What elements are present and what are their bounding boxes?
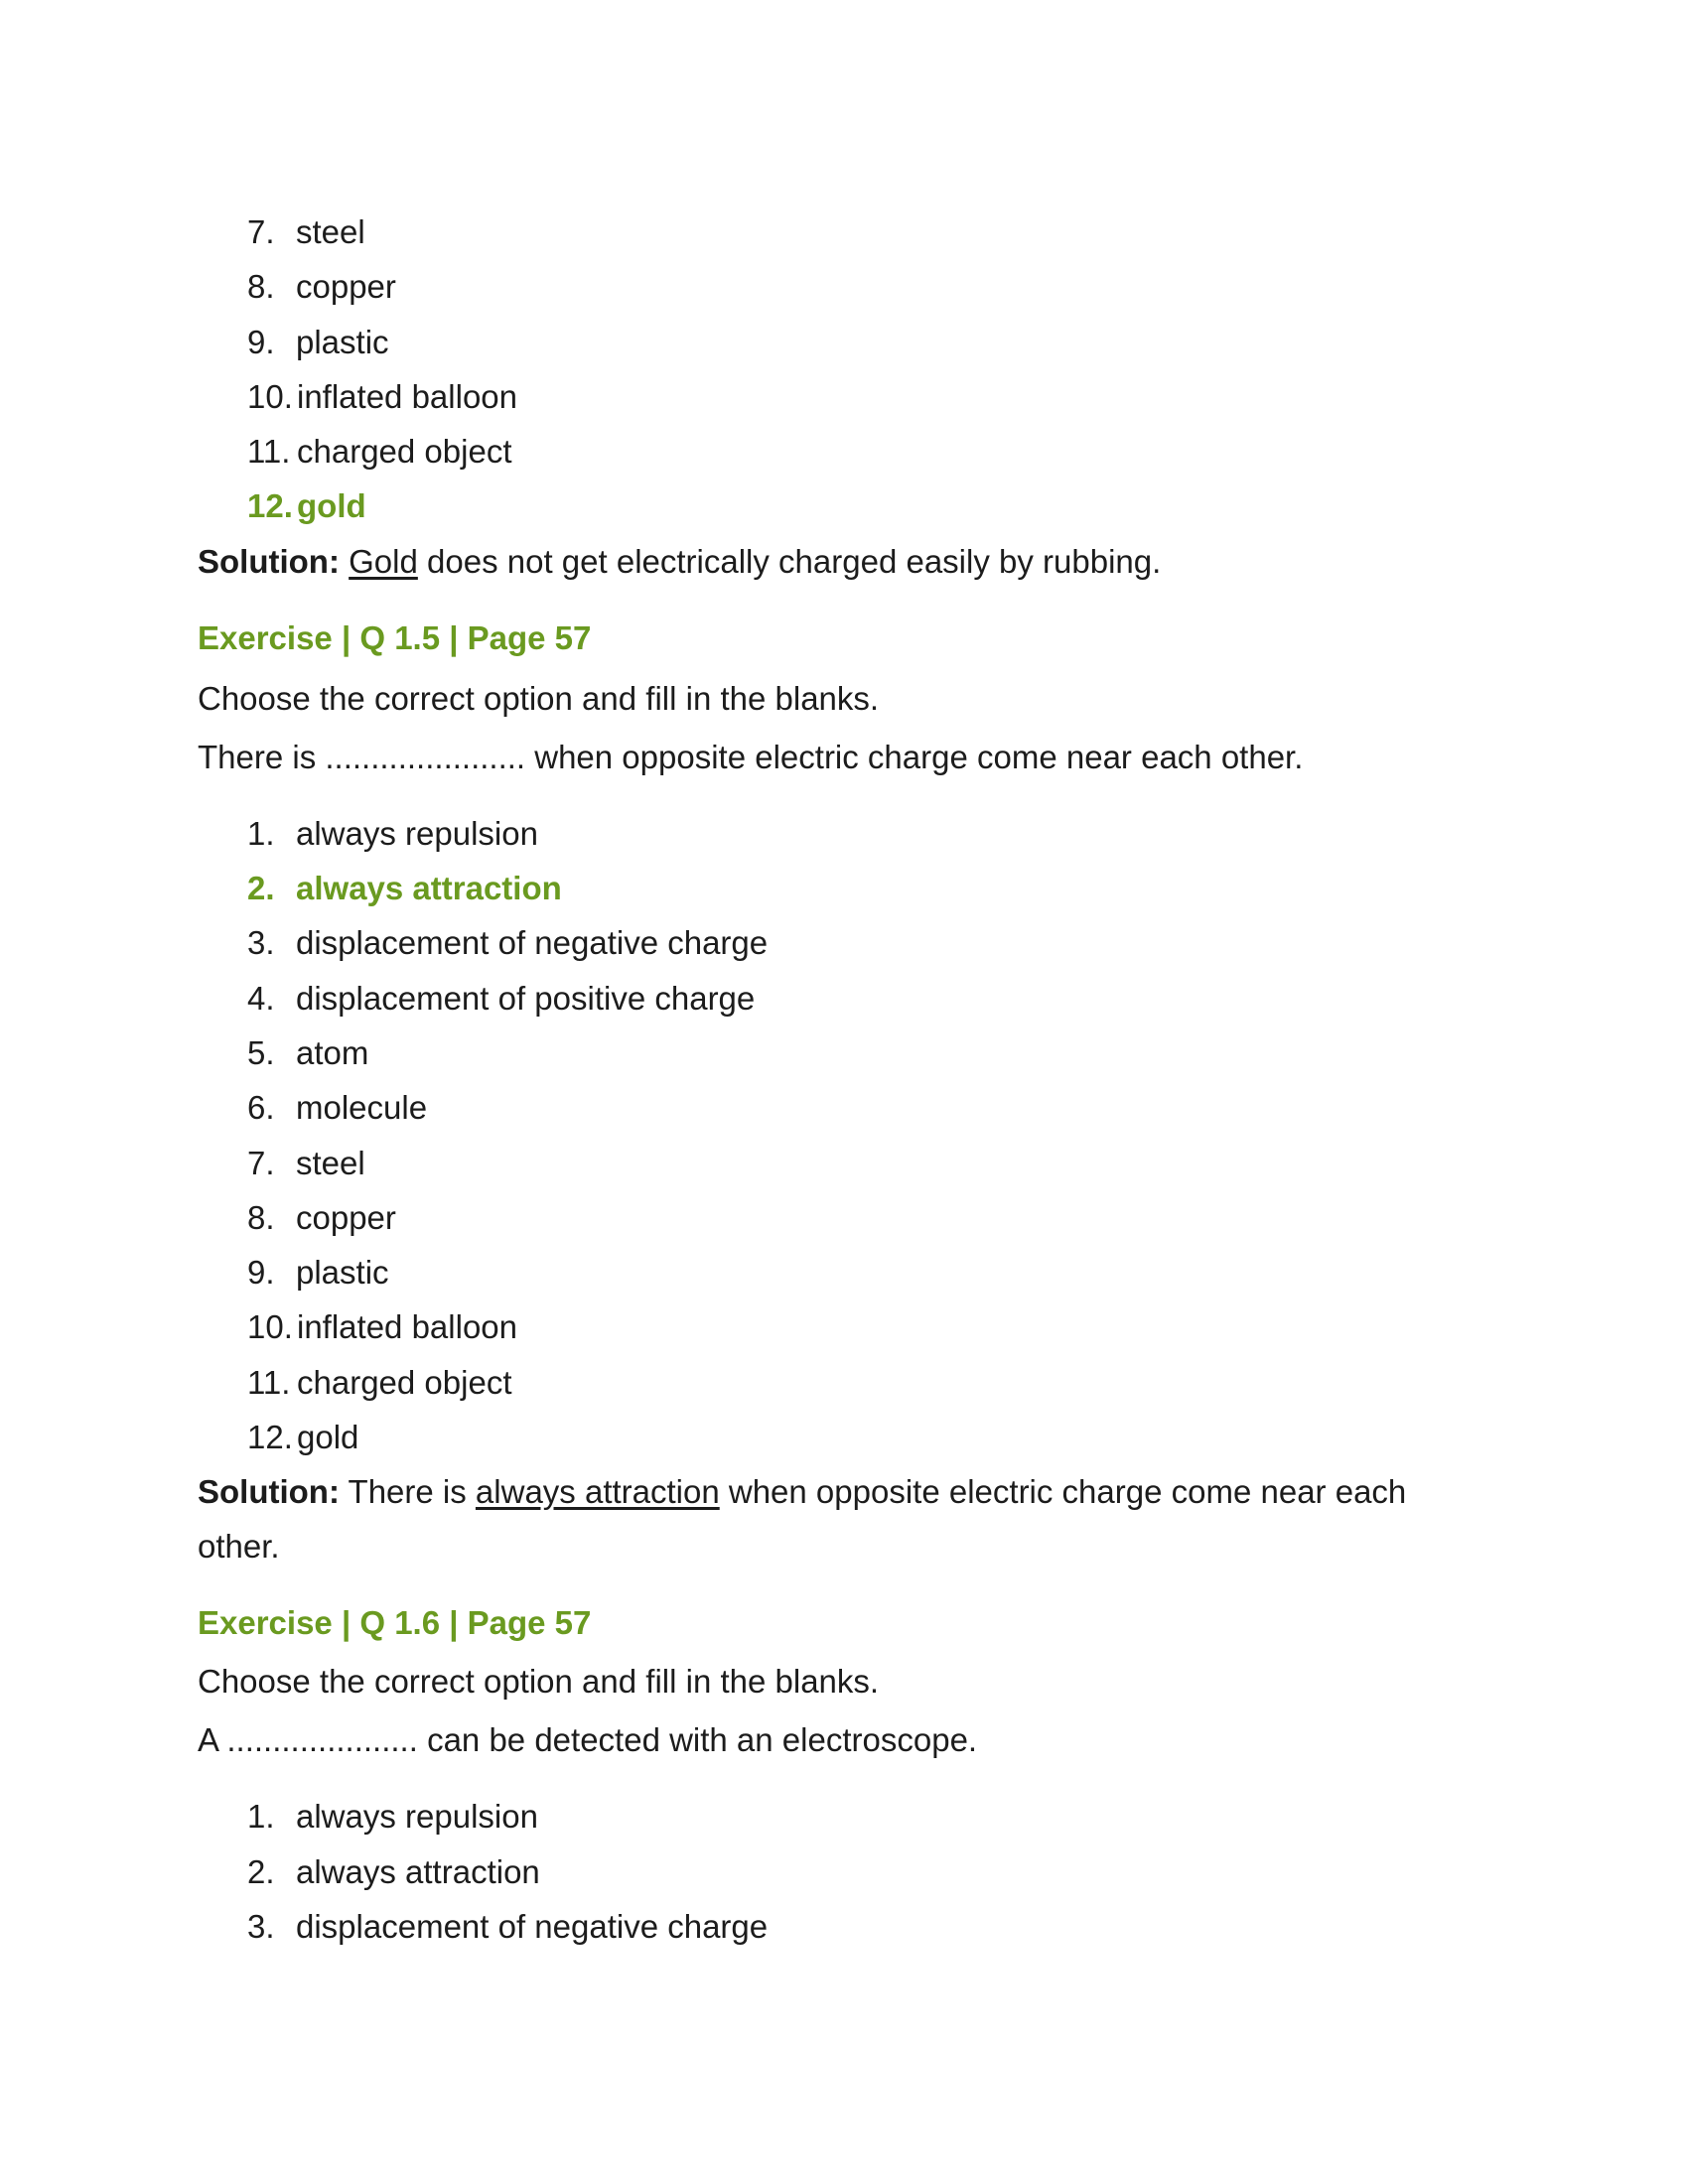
solution-text: There is bbox=[339, 1473, 476, 1511]
option-number: 3. bbox=[247, 1907, 275, 1945]
option-number: 12. bbox=[247, 487, 293, 525]
option-text: charged object bbox=[297, 1363, 512, 1401]
solution-answer: always attraction bbox=[475, 1473, 720, 1511]
option-item bbox=[198, 369, 1488, 424]
exercise-heading: Exercise | Q 1.5 | Page 57 bbox=[198, 618, 592, 656]
option-number: 10. bbox=[247, 377, 293, 415]
option-item bbox=[198, 806, 1488, 861]
option-text: gold bbox=[297, 1419, 359, 1456]
option-text: copper bbox=[296, 268, 396, 306]
option-number: 1. bbox=[247, 814, 275, 852]
solution-text: when opposite electric charge come near each bbox=[719, 1473, 1407, 1511]
option-number: 7. bbox=[247, 1144, 275, 1181]
option-text: gold bbox=[297, 487, 366, 525]
option-list bbox=[198, 1789, 1488, 1954]
option-number: 9. bbox=[247, 323, 275, 360]
option-number: 6. bbox=[247, 1089, 275, 1127]
option-item bbox=[198, 1410, 1488, 1464]
option-number: 11. bbox=[247, 433, 291, 471]
option-item bbox=[198, 424, 1488, 478]
option-text: steel bbox=[296, 1144, 365, 1181]
option-text: inflated balloon bbox=[297, 377, 518, 415]
option-text: atom bbox=[296, 1033, 369, 1071]
option-item bbox=[198, 1136, 1488, 1190]
option-number: 1. bbox=[247, 1798, 275, 1836]
option-item bbox=[198, 259, 1488, 314]
question-text: A ..................... can be detected with an electroscope. bbox=[198, 1721, 978, 1759]
option-number: 10. bbox=[247, 1308, 293, 1346]
option-text: always attraction bbox=[296, 870, 562, 907]
option-text: charged object bbox=[297, 433, 512, 471]
option-number: 12. bbox=[247, 1419, 293, 1456]
option-number: 8. bbox=[247, 268, 275, 306]
solution-label: Solution: bbox=[198, 1473, 340, 1511]
option-text: displacement of negative charge bbox=[296, 1907, 769, 1945]
page-content bbox=[198, 205, 1488, 1954]
option-number: 3. bbox=[247, 924, 275, 962]
option-text: plastic bbox=[296, 1254, 389, 1292]
correct-option-item bbox=[198, 861, 1488, 915]
option-item bbox=[198, 1025, 1488, 1080]
option-number: 9. bbox=[247, 1254, 275, 1292]
option-text: copper bbox=[296, 1198, 396, 1236]
option-item bbox=[198, 1190, 1488, 1245]
option-item bbox=[198, 915, 1488, 970]
solution-line bbox=[198, 534, 1488, 589]
option-number: 11. bbox=[247, 1363, 291, 1401]
option-text: inflated balloon bbox=[297, 1308, 518, 1346]
option-number: 2. bbox=[247, 870, 275, 907]
option-text: always repulsion bbox=[296, 814, 538, 852]
question-instruction: Choose the correct option and fill in the blanks. bbox=[198, 679, 880, 717]
option-text: plastic bbox=[296, 323, 389, 360]
option-number: 5. bbox=[247, 1033, 275, 1071]
exercise-heading: Exercise | Q 1.6 | Page 57 bbox=[198, 1604, 592, 1642]
option-item bbox=[198, 1080, 1488, 1135]
solution-answer: Gold bbox=[349, 542, 418, 580]
question-text: There is ...................... when opposite electric charge come near each other. bbox=[198, 738, 1304, 775]
question-instruction: Choose the correct option and fill in the blanks. bbox=[198, 1663, 880, 1701]
option-item bbox=[198, 1245, 1488, 1299]
option-text: always repulsion bbox=[296, 1798, 538, 1836]
option-item bbox=[198, 1899, 1488, 1954]
option-item bbox=[198, 1355, 1488, 1410]
option-item bbox=[198, 315, 1488, 369]
option-text: molecule bbox=[296, 1089, 428, 1127]
option-number: 4. bbox=[247, 979, 275, 1017]
solution-line-continued: other. bbox=[198, 1528, 280, 1566]
correct-option-item bbox=[198, 478, 1488, 533]
option-item bbox=[198, 1789, 1488, 1843]
option-number: 7. bbox=[247, 213, 275, 250]
option-list bbox=[198, 806, 1488, 1465]
option-item bbox=[198, 1844, 1488, 1899]
solution-label: Solution: bbox=[198, 542, 340, 580]
option-item bbox=[198, 205, 1488, 259]
option-text: steel bbox=[296, 213, 365, 250]
option-number: 2. bbox=[247, 1852, 275, 1890]
option-list bbox=[198, 205, 1488, 534]
solution-text: does not get electrically charged easily by rubbing. bbox=[417, 542, 1162, 580]
option-item bbox=[198, 1299, 1488, 1354]
option-number: 8. bbox=[247, 1198, 275, 1236]
option-text: always attraction bbox=[296, 1852, 540, 1890]
solution-line bbox=[198, 1464, 1488, 1519]
option-text: displacement of positive charge bbox=[296, 979, 756, 1017]
option-text: displacement of negative charge bbox=[296, 924, 769, 962]
option-item bbox=[198, 971, 1488, 1025]
